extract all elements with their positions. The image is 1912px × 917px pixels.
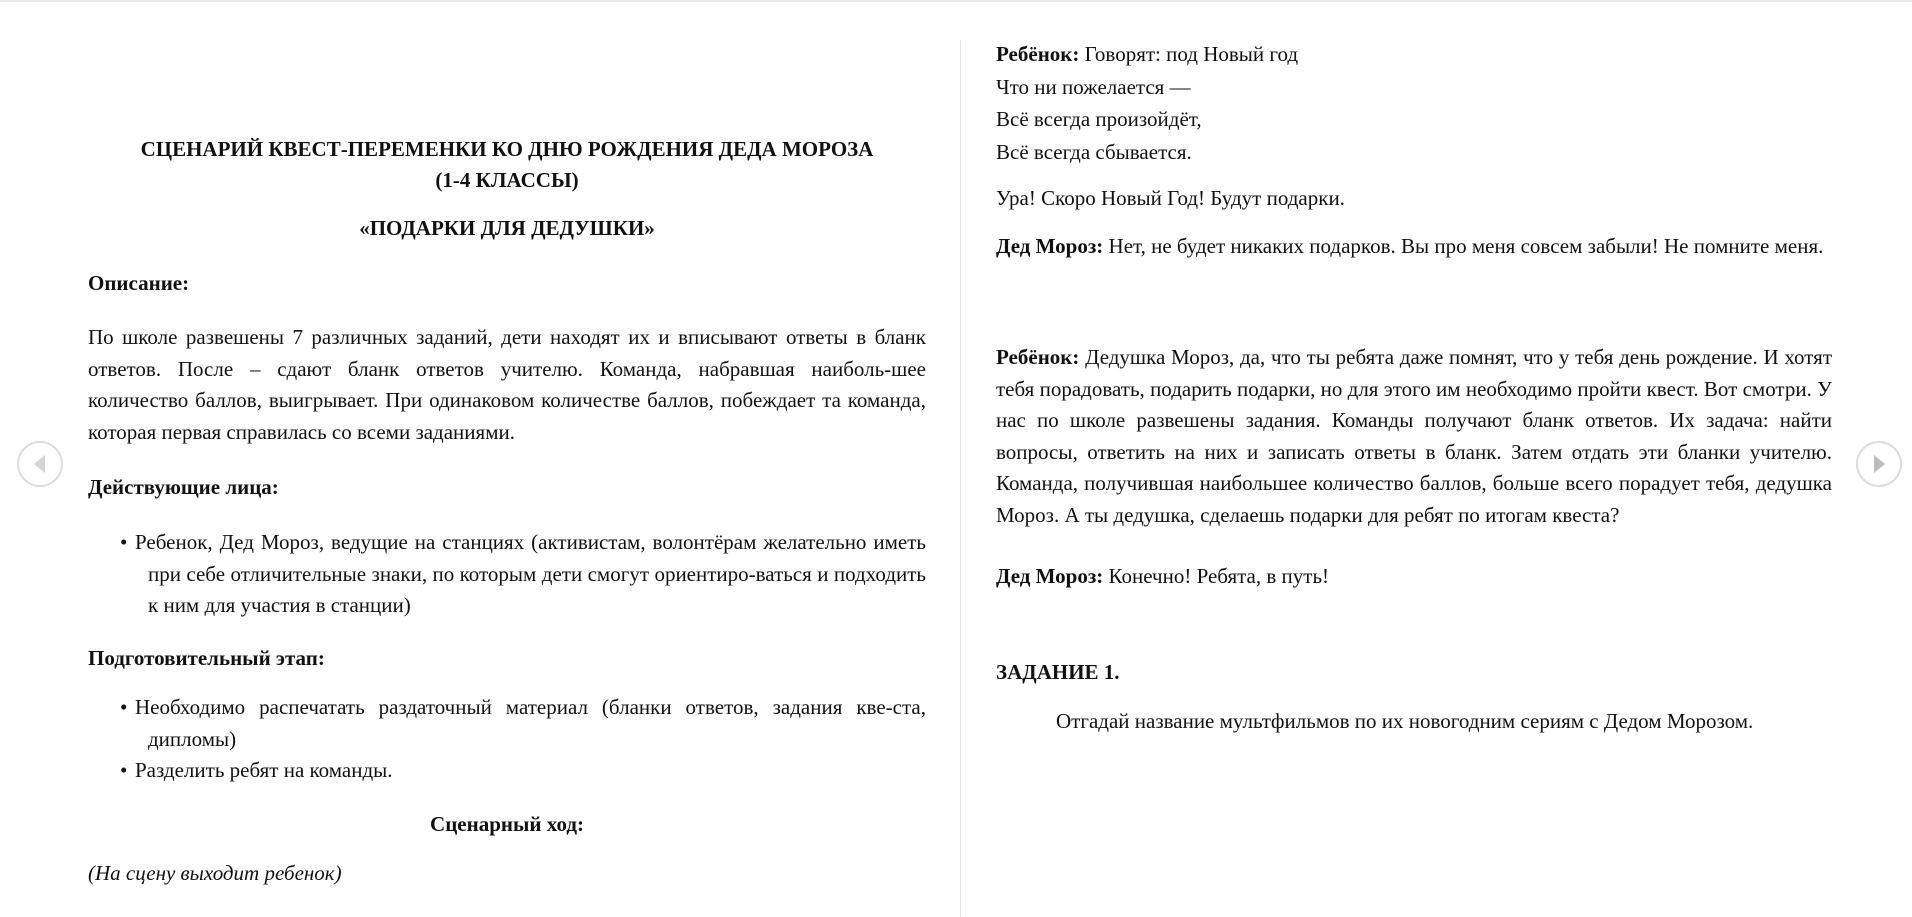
list-item: • Разделить ребят на команды.: [88, 755, 926, 787]
document-title-line2: (1-4 КЛАССЫ): [435, 168, 579, 192]
prev-page-button[interactable]: [17, 441, 63, 487]
chevron-left-icon: [19, 443, 61, 485]
child-dialogue: [996, 342, 1832, 531]
verse-block: [996, 38, 1832, 168]
next-page-button[interactable]: [1856, 441, 1902, 487]
scenario-heading: Сценарный ход:: [430, 812, 584, 836]
dialogue-text: Дедушка Мороз, да, что ты ребята даже помнят, что у тебя день рождение. И хотят тебя порадовать, подарить подарки, но для этого им необходимо пройти квест. Вот смотри. У нас по школе развешены задания. Команды получают бланк ответов. Их задача: найти вопросы, ответить на них и записать ответы в бланк. Затем отдать эти бланки учителю. Команда, получившая наибольшее количество баллов, больше всего порадует тебя, дедушка Мороз. А ты дедушка, сделаешь подарки для ребят по итогам квеста?: [996, 345, 1832, 527]
document-subtitle: «ПОДАРКИ ДЛЯ ДЕДУШКИ»: [359, 216, 655, 240]
dialogue-text: Конечно! Ребята, в путь!: [1108, 564, 1330, 588]
description-text: По школе развешены 7 различных заданий, дети находят их и вписывают ответы в бланк ответов. После – сдают бланк ответов учителю. Команда, набравшая наиболь-шее количество баллов, выигрывает. При одинаковом количестве баллов, побеждает та команда, которая первая справилась со всеми заданиями.: [88, 325, 926, 444]
speaker-label: Дед Мороз:: [996, 234, 1104, 258]
task-heading: ЗАДАНИЕ 1.: [996, 660, 1120, 684]
speaker-label: Ребёнок:: [996, 345, 1080, 369]
bullet-icon: •: [120, 695, 128, 719]
bullet-icon: •: [120, 530, 128, 554]
list-item: • Необходимо распечатать раздаточный материал (бланки ответов, задания кве-ста, дипломы): [88, 692, 926, 755]
right-page: [996, 0, 1832, 917]
prep-list: [88, 692, 926, 787]
task-text: Отгадай название мультфильмов по их новогодним сериям с Дедом Морозом.: [1056, 709, 1754, 733]
verse-line: Что ни пожелается —: [996, 74, 1191, 99]
characters-heading: Действующие лица:: [88, 475, 279, 499]
characters-list: [88, 527, 926, 622]
verse-line: Всё всегда произойдёт,: [996, 107, 1202, 131]
bullet-icon: •: [120, 758, 128, 782]
prep-heading: Подготовительный этап:: [88, 646, 325, 670]
description-heading: Описание:: [88, 271, 190, 295]
hooray-line: Ура! Скоро Новый Год! Будут подарки.: [996, 186, 1345, 210]
ded-moroz-reply: [996, 561, 1832, 593]
list-item: • Ребенок, Дед Мороз, ведущие на станциях (активистам, волонтёрам желательно иметь при себе отличительные знаки, по которым дети смогут ориентиро-ваться и подходить к ним для участия в станции): [88, 527, 926, 622]
chevron-right-icon: [1858, 443, 1900, 485]
ded-moroz-line: [996, 231, 1832, 263]
left-page: [88, 0, 926, 917]
page-divider: [960, 40, 961, 917]
stage-direction: (На сцену выходит ребенок): [88, 861, 342, 885]
speaker-label: Ребёнок:: [996, 42, 1080, 66]
dialogue-text: Нет, не будет никаких подарков. Вы про меня совсем забыли! Не помните меня.: [1108, 234, 1824, 258]
document-title-line1: СЦЕНАРИЙ КВЕСТ-ПЕРЕМЕНКИ КО ДНЮ РОЖДЕНИЯ ДЕДА МОРОЗА: [140, 137, 874, 161]
speaker-label: Дед Мороз:: [996, 564, 1104, 588]
verse-line: Говорят: под Новый год: [1084, 42, 1299, 66]
verse-line: Всё всегда сбывается.: [996, 139, 1192, 164]
